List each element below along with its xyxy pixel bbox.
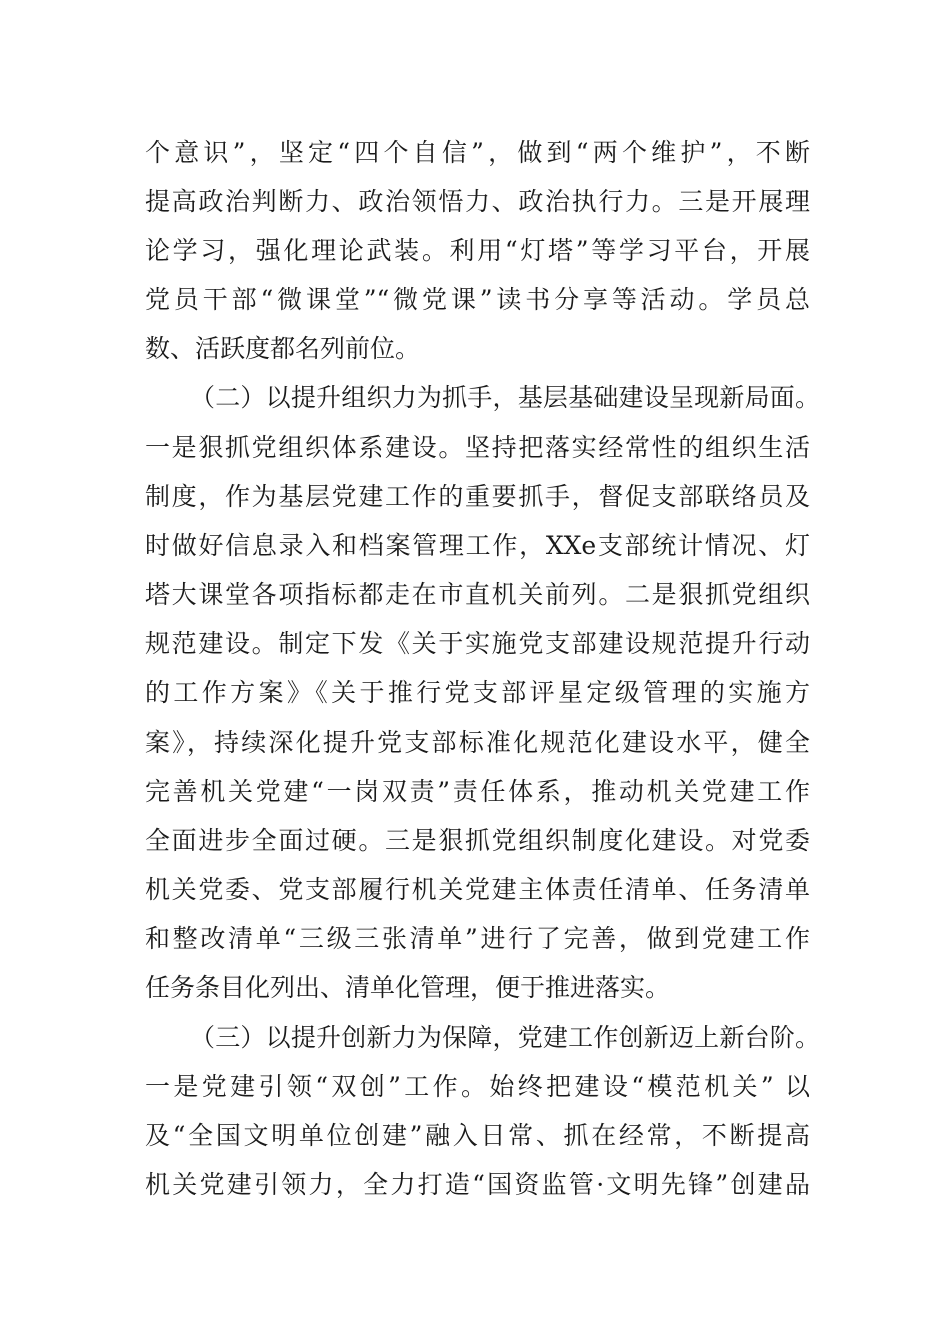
text-line-11: 规范建设。制定下发《关于实施党支部建设规范提升行动 [145,629,810,658]
text-line-15: 全面进步全面过硬。三是狠抓党组织制度化建设。对党委 [145,826,810,855]
text-line-18: 任务条目化列出、清单化管理，便于推进落实。 [145,973,671,1002]
text-line-17: 和整改清单“三级三张清单”进行了完善，做到党建工作 [145,924,810,953]
text-line-4: 党员干部“微课堂”“微党课”读书分享等活动。学员总 [145,285,810,314]
text-line-12: 的工作方案》《关于推行党支部评星定级管理的实施方 [145,678,810,707]
text-line-9: 时做好信息录入和档案管理工作，XXe支部统计情况、灯 [145,531,810,560]
text-line-14: 完善机关党建“一岗双责”责任体系，推动机关党建工作 [145,777,810,806]
text-line-2: 提高政治判断力、政治领悟力、政治执行力。三是开展理 [145,187,810,216]
text-line-1: 个意识”，坚定“四个自信”，做到“两个维护”，不断 [145,138,810,167]
text-line-5: 数、活跃度都名列前位。 [145,334,421,363]
section-heading-3: （三）以提升创新力为保障，党建工作创新迈上新台阶。 [190,1023,820,1052]
text-line-22: 机关党建引领力，全力打造“国资监管·文明先锋”创建品 [145,1170,810,1199]
text-line-21: 及“全国文明单位创建”融入日常、抓在经常，不断提高 [145,1121,810,1150]
text-line-8: 制度，作为基层党建工作的重要抓手，督促支部联络员及 [145,482,810,511]
text-line-20: 一是党建引领“双创”工作。始终把建设“模范机关” 以 [145,1072,810,1101]
text-line-16: 机关党委、党支部履行机关党建主体责任清单、任务清单 [145,875,810,904]
text-line-7: 一是狠抓党组织体系建设。坚持把落实经常性的组织生活 [145,433,810,462]
text-line-13: 案》，持续深化提升党支部标准化规范化建设水平，健全 [145,728,810,757]
text-line-10: 塔大课堂各项指标都走在市直机关前列。二是狠抓党组织 [145,580,810,609]
section-heading-2: （二）以提升组织力为抓手，基层基础建设呈现新局面。 [190,383,820,412]
text-line-3: 论学习，强化理论武装。利用“灯塔”等学习平台，开展 [145,236,810,265]
